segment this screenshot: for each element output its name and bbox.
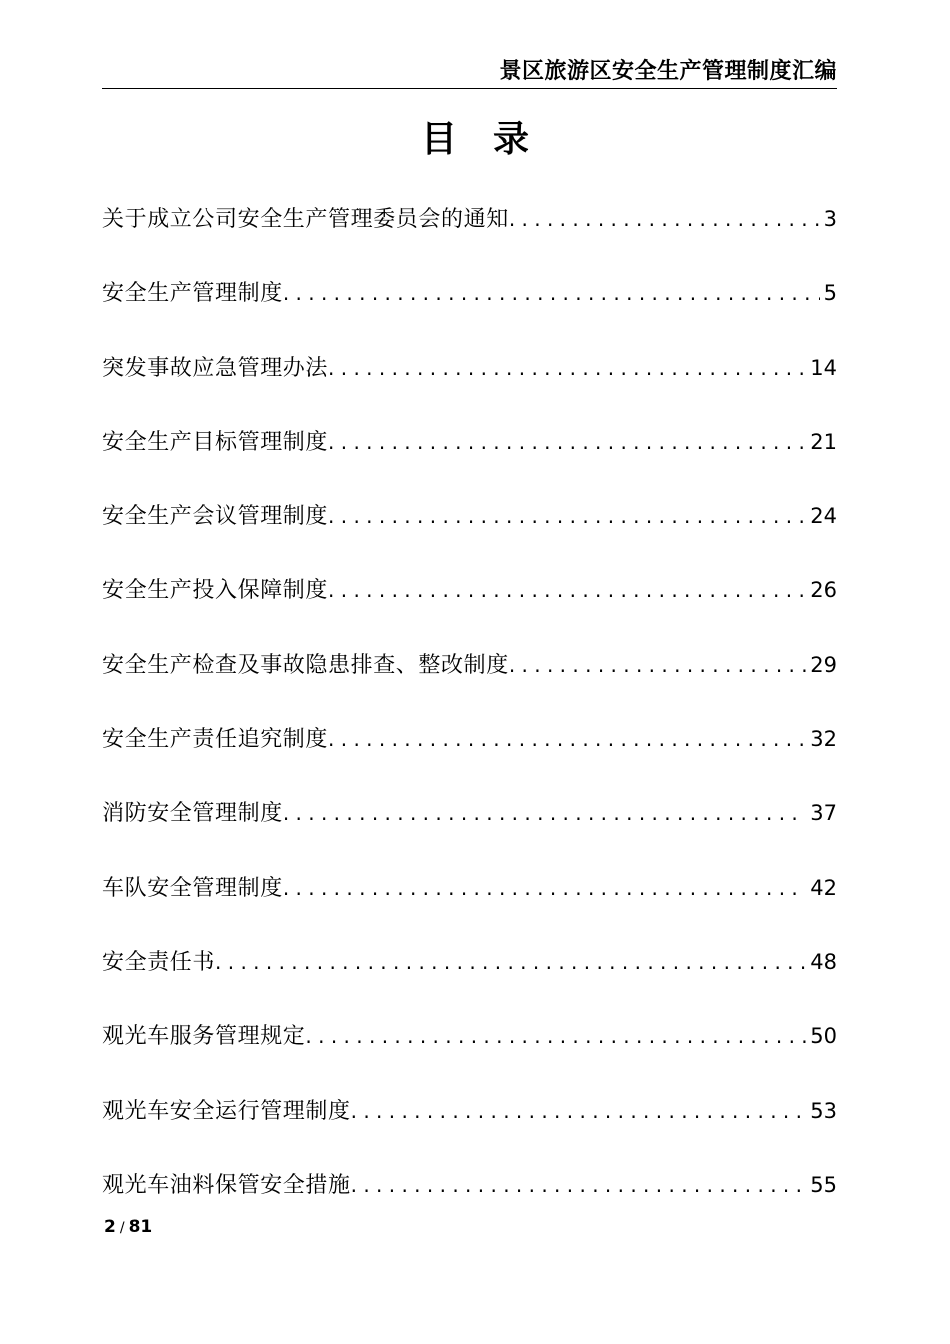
toc-entry-title: 安全责任书 <box>102 949 216 975</box>
toc-entry-title: 安全生产目标管理制度 <box>102 429 329 455</box>
toc-title: 目录 <box>420 119 565 160</box>
toc-entry-title: 消防安全管理制度 <box>102 801 283 827</box>
toc-dot-leader <box>283 274 820 312</box>
toc-entry-title: 观光车服务管理规定 <box>102 1024 306 1050</box>
toc-entry[interactable] <box>102 349 837 423</box>
toc-entry-page: 42 <box>810 875 837 900</box>
current-page-number: 2 <box>104 1217 116 1237</box>
toc-entry-page: 55 <box>810 1172 837 1197</box>
toc-entry-title: 观光车安全运行管理制度 <box>102 1098 351 1124</box>
toc-entry[interactable] <box>102 200 837 274</box>
toc-entry[interactable] <box>102 1166 837 1240</box>
toc-entry-page: 48 <box>810 949 837 974</box>
toc-dot-leader <box>328 423 806 461</box>
toc-entry-page: 37 <box>810 801 837 826</box>
toc-entry-page: 5 <box>823 281 837 306</box>
toc-entry-title: 观光车油料保管安全措施 <box>102 1172 351 1198</box>
toc-entry-page: 14 <box>810 355 837 380</box>
toc-dot-leader <box>283 794 806 832</box>
toc-entry[interactable] <box>102 869 837 943</box>
header-rule <box>102 88 837 89</box>
page-number-separator: / <box>119 1220 125 1236</box>
toc-entry-title: 安全生产会议管理制度 <box>102 504 329 530</box>
toc-entry-page: 32 <box>810 727 837 752</box>
toc-dot-leader <box>351 1166 807 1204</box>
toc-dot-leader <box>215 943 806 981</box>
toc-dot-leader <box>509 646 806 684</box>
toc-entry-title: 突发事故应急管理办法 <box>102 355 329 381</box>
toc-dot-leader <box>351 1092 807 1130</box>
toc-entry[interactable] <box>102 943 837 1017</box>
toc-entry[interactable] <box>102 423 837 497</box>
toc-entry[interactable] <box>102 646 837 720</box>
toc-entry-page: 26 <box>810 578 837 603</box>
toc-entry-page: 24 <box>810 504 837 529</box>
toc-dot-leader <box>509 200 820 238</box>
toc-list <box>102 200 837 1240</box>
toc-entry-title: 安全生产责任追究制度 <box>102 727 329 753</box>
toc-entry[interactable] <box>102 720 837 794</box>
toc-entry-page: 21 <box>810 429 837 454</box>
toc-entry[interactable] <box>102 497 837 571</box>
page-number <box>104 1216 152 1239</box>
toc-dot-leader <box>328 349 806 387</box>
toc-entry-title: 车队安全管理制度 <box>102 875 283 901</box>
toc-entry-page: 3 <box>823 207 837 231</box>
toc-entry-page: 29 <box>810 652 837 677</box>
toc-entry[interactable] <box>102 571 837 645</box>
toc-entry-title: 安全生产检查及事故隐患排查、整改制度 <box>102 652 509 678</box>
toc-entry-title: 安全生产投入保障制度 <box>102 578 329 604</box>
toc-dot-leader <box>328 497 806 535</box>
running-header-title: 景区旅游区安全生产管理制度汇编 <box>499 59 837 84</box>
toc-dot-leader <box>283 869 806 907</box>
toc-entry-title: 关于成立公司安全生产管理委员会的通知 <box>102 207 509 232</box>
toc-entry[interactable] <box>102 274 837 348</box>
toc-dot-leader <box>328 720 806 758</box>
toc-entry-title: 安全生产管理制度 <box>102 281 283 307</box>
toc-entry-page: 53 <box>810 1098 837 1123</box>
total-page-count: 81 <box>128 1217 153 1237</box>
toc-dot-leader <box>305 1017 806 1055</box>
toc-entry[interactable] <box>102 1017 837 1091</box>
toc-dot-leader <box>328 571 806 609</box>
toc-entry[interactable] <box>102 1092 837 1166</box>
toc-entry-page: 50 <box>810 1024 837 1049</box>
toc-entry[interactable] <box>102 794 837 868</box>
